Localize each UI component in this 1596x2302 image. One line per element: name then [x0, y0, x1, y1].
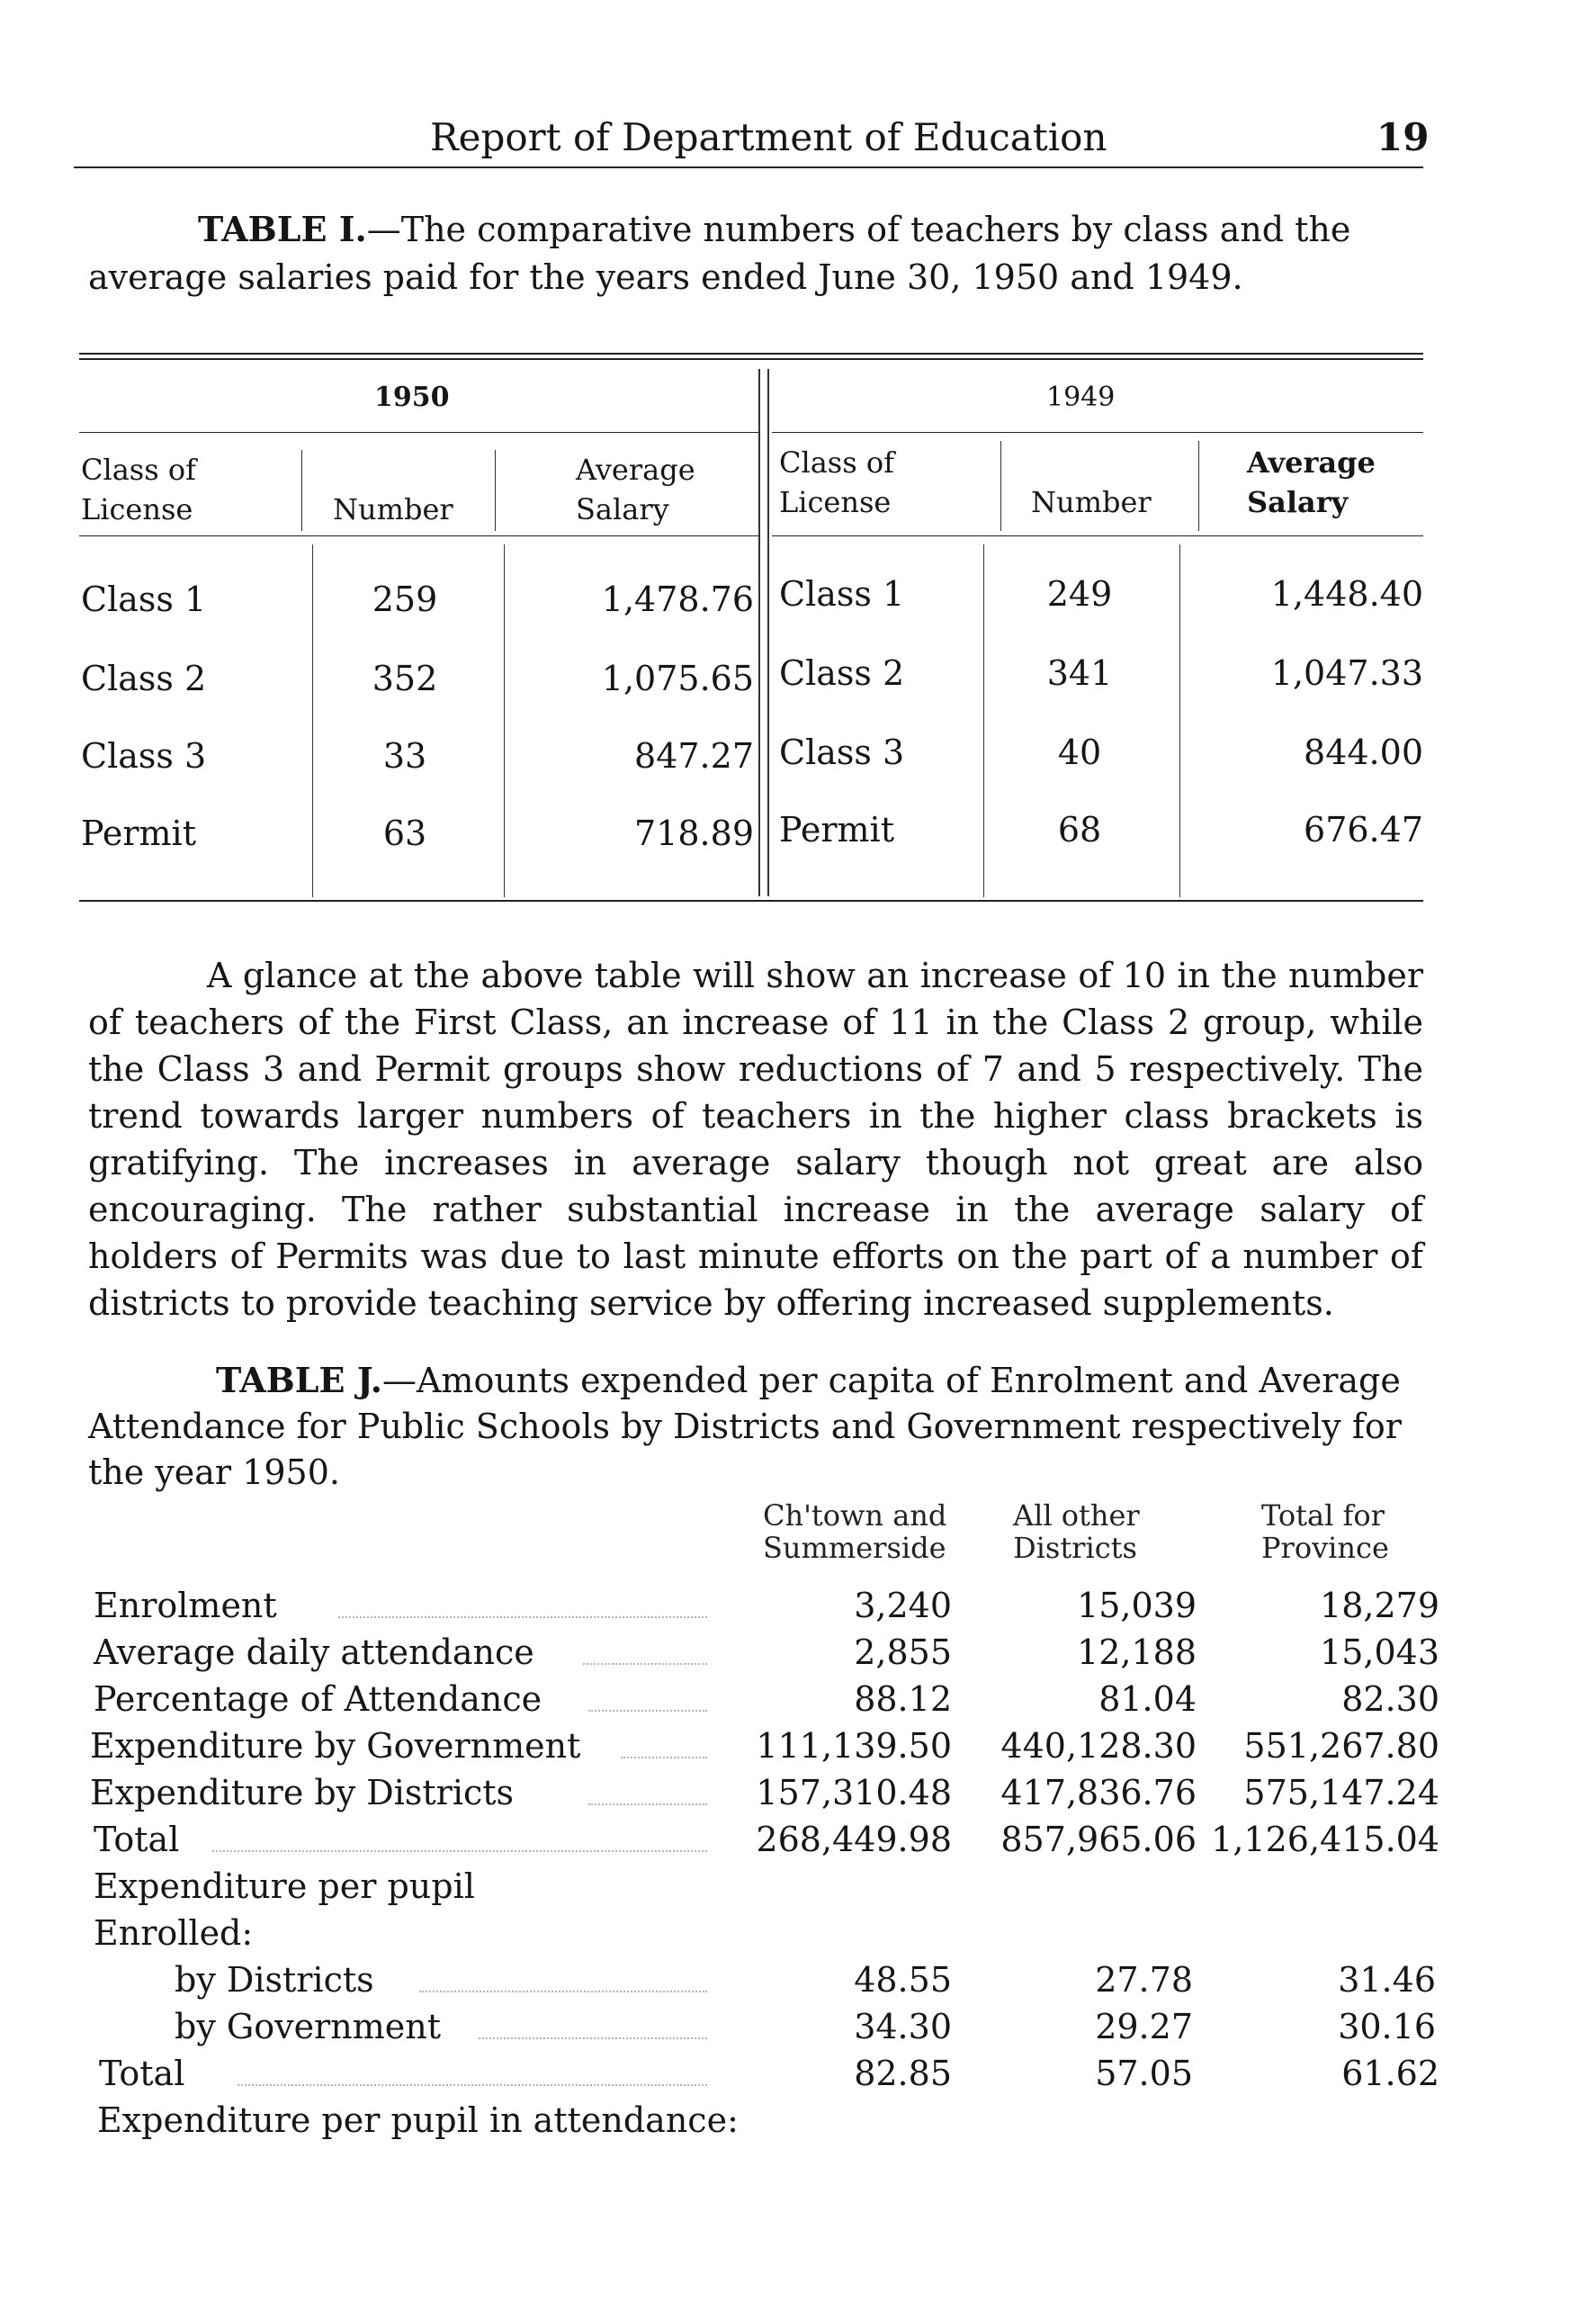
- table-j-cell: 48.55: [854, 1960, 952, 2000]
- table-i-1949-salary: 1,047.33: [1270, 653, 1423, 693]
- table-j-cell: 30.16: [1338, 2007, 1436, 2046]
- table-j-cell: 15,043: [1320, 1632, 1439, 1672]
- table-i-1949-number: 68: [1057, 810, 1102, 850]
- table-i-1949-number: 341: [1046, 653, 1113, 693]
- page-header-title: Report of Department of Education: [430, 115, 1107, 159]
- table-j-cell: 3,240: [854, 1586, 952, 1625]
- table-i-col-sep: [1000, 441, 1001, 531]
- table-i-col-sep: [301, 450, 302, 531]
- table-i-col-salary-1950: Average Salary: [576, 453, 695, 526]
- table-j-row-label: by Government: [175, 2007, 441, 2046]
- leader-dots: [238, 2084, 707, 2086]
- table-i-col-salary-1949: Average Salary: [1247, 445, 1376, 519]
- table-i-1949-salary: 676.47: [1304, 810, 1423, 850]
- table-i-1950-number: 33: [382, 736, 427, 776]
- table-j-cell: 417,836.76: [1000, 1773, 1197, 1812]
- table-j-row-label: Total: [99, 2054, 185, 2093]
- table-j-cell: 268,449.98: [756, 1820, 952, 1859]
- table-j-row-label: Percentage of Attendance: [94, 1679, 542, 1719]
- table-i-1950-salary: 1,478.76: [601, 580, 754, 619]
- table-j-row-label: Total: [94, 1820, 180, 1859]
- table-j-cell: 34.30: [854, 2007, 952, 2046]
- table-j-row-label: Average daily attendance: [94, 1632, 534, 1672]
- table-j-cell: 857,965.06: [1000, 1820, 1197, 1859]
- table-i-1950-class: Class 2: [81, 659, 207, 698]
- leader-dots: [583, 1663, 707, 1665]
- table-j-row-label: Expenditure by Districts: [90, 1773, 515, 1812]
- body-paragraph: A glance at the above table will show an increase of 10 in the number of teachers of the First Class, an increase of 11 in the Class 2 group, while the Class 3 and Permit groups show reductions of 7 and 5 respectively. The trend towards larger numbers of teachers in the higher class brackets is gratifying. The increases in average salary though not great are also encouraging. The rather substantial increase in the average salary of holders of Permits was due to last minute efforts on the part of a number of districts to provide teaching service by offering increased supplements.: [88, 956, 1423, 1323]
- table-i-1950-salary: 847.27: [634, 736, 754, 776]
- table-j-cell: 27.78: [1095, 1960, 1193, 2000]
- table-j-cell: 82.30: [1341, 1679, 1439, 1719]
- table-i-year-rule-1949: [772, 432, 1423, 433]
- page-number: 19: [1376, 115, 1430, 159]
- table-j-cell: 2,855: [854, 1632, 952, 1672]
- table-j-subheading: Expenditure per pupil in attendance:: [97, 2100, 739, 2140]
- leader-dots: [338, 1616, 707, 1618]
- table-i-year-1949: 1949: [1046, 382, 1116, 413]
- table-i-col-class-1950: Class of License: [81, 453, 196, 526]
- leader-dots: [419, 1991, 707, 1992]
- table-j-cell: 61.62: [1341, 2054, 1439, 2093]
- table-i-body-sep: [312, 544, 313, 897]
- table-i-col-class-1949: Class of License: [779, 445, 894, 519]
- table-j-col-header-3: [1261, 1499, 1441, 1564]
- table-j-caption: [88, 1357, 1423, 1496]
- table-i-1949-number: 249: [1046, 574, 1113, 614]
- table-j-cell: 551,267.80: [1243, 1726, 1439, 1766]
- table-i-header-rule: [79, 535, 758, 536]
- table-i-1949-salary: 844.00: [1304, 733, 1423, 772]
- table-i-1950-number: 63: [382, 814, 427, 853]
- table-j-cell: 81.04: [1098, 1679, 1197, 1719]
- table-i-year-1950: 1950: [374, 382, 450, 413]
- table-j-col-header-2: [1013, 1499, 1193, 1564]
- table-i-body-sep: [983, 544, 984, 897]
- table-i-1950-salary: 1,075.65: [601, 659, 754, 698]
- table-j-col-header-1: [763, 1499, 970, 1564]
- table-j-cell: 29.27: [1095, 2007, 1193, 2046]
- table-j-col-header-line: Total for: [1261, 1498, 1385, 1533]
- table-j-cell: 31.46: [1338, 1960, 1436, 2000]
- table-j-cell: 440,128.30: [1000, 1726, 1197, 1766]
- table-i-1949-class: Permit: [779, 810, 894, 850]
- table-j-row-label: Enrolment: [94, 1586, 277, 1625]
- table-i-top-rule: [79, 353, 1423, 355]
- table-i-top-rule-2: [79, 358, 1423, 360]
- table-j-cell: 88.12: [854, 1679, 952, 1719]
- table-i-1950-salary: 718.89: [634, 814, 754, 853]
- table-j-subheading: Expenditure per pupil: [94, 1866, 475, 1906]
- table-j-row-label: Expenditure by Government: [90, 1726, 581, 1766]
- table-j-row-label: by Districts: [175, 1960, 374, 2000]
- table-j-cell: 575,147.24: [1243, 1773, 1439, 1812]
- table-i-divider-2: [767, 369, 769, 896]
- table-j-cell: 1,126,415.04: [1211, 1820, 1439, 1859]
- table-i-bottom-rule: [79, 900, 1423, 902]
- table-j-label: TABLE J.: [216, 1360, 382, 1400]
- table-i-col-number-1949: Number: [1031, 485, 1152, 519]
- table-i-1949-class: Class 2: [779, 653, 905, 693]
- table-i-col-sep: [1198, 441, 1199, 531]
- table-i-col-number-1950: Number: [333, 492, 453, 526]
- table-j-cell: 15,039: [1077, 1586, 1197, 1625]
- table-j-cell: 111,139.50: [756, 1726, 952, 1766]
- table-i-1950-class: Class 1: [81, 580, 207, 619]
- table-j-col-header-line: Province: [1261, 1531, 1389, 1565]
- leader-dots: [479, 2037, 707, 2039]
- header-rule: [74, 166, 1423, 168]
- table-j-cell: 12,188: [1077, 1632, 1197, 1672]
- table-j-caption-text: —Amounts expended per capita of Enrolment and Average Attendance for Public Schools by Districts and Government respectively for the year 1950.: [88, 1361, 1402, 1492]
- table-j-cell: 157,310.48: [756, 1773, 952, 1812]
- table-i-1950-class: Permit: [81, 814, 196, 853]
- table-i-year-rule: [79, 432, 758, 433]
- table-j-col-header-line: All other: [1013, 1498, 1140, 1533]
- table-i-1950-number: 259: [372, 580, 438, 619]
- table-j-col-header-line: Ch'town and: [763, 1498, 947, 1533]
- leader-dots: [212, 1850, 707, 1852]
- table-j-col-header-line: Districts: [1013, 1531, 1137, 1565]
- table-j-col-header-line: Summerside: [763, 1531, 946, 1565]
- table-i-label: TABLE I.: [198, 209, 367, 249]
- table-i-body-sep: [504, 544, 505, 897]
- table-i-caption-text: —The comparative numbers of teachers by class and the average salaries paid for the years ended June 30, 1950 and 1949.: [88, 210, 1351, 297]
- table-i-1949-class: Class 1: [779, 574, 905, 614]
- table-j-cell: 18,279: [1320, 1586, 1439, 1625]
- table-i-1949-number: 40: [1057, 733, 1102, 772]
- leader-dots: [621, 1757, 707, 1758]
- table-j-cell: 57.05: [1095, 2054, 1193, 2093]
- table-i-header-rule-1949: [772, 535, 1423, 536]
- table-i-body-sep: [1179, 544, 1180, 897]
- table-i-1949-class: Class 3: [779, 733, 905, 772]
- table-i-1950-class: Class 3: [81, 736, 207, 776]
- table-i-divider: [758, 369, 760, 896]
- table-i-1950-number: 352: [372, 659, 438, 698]
- table-i-1949-salary: 1,448.40: [1270, 574, 1423, 614]
- leader-dots: [588, 1803, 707, 1805]
- table-j-cell: 82.85: [854, 2054, 952, 2093]
- table-j-subheading: Enrolled:: [94, 1913, 254, 1953]
- table-i-caption: [88, 205, 1423, 301]
- table-i-col-sep: [495, 450, 496, 531]
- leader-dots: [588, 1710, 707, 1712]
